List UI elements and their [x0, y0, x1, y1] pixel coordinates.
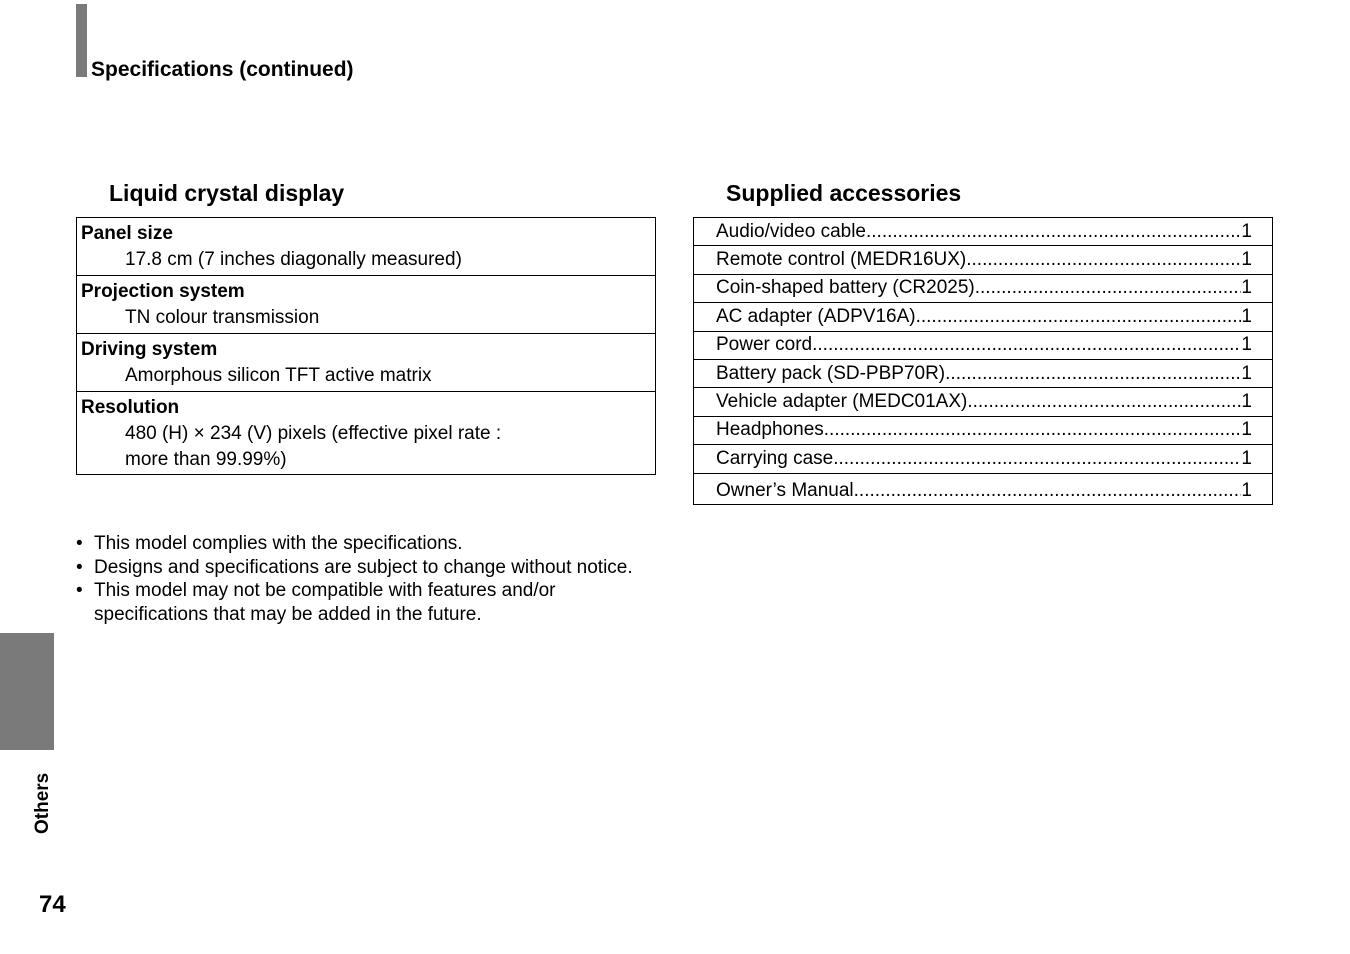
- spec-value: 17.8 cm (7 inches diagonally measured): [125, 249, 462, 270]
- leader-dots: [966, 249, 1241, 271]
- accessory-item: [694, 416, 1272, 444]
- accessory-name: Owner’s Manual: [716, 479, 854, 501]
- section-tab: [0, 633, 54, 750]
- accessory-name: Carrying case: [716, 447, 834, 469]
- spec-value: TN colour transmission: [125, 307, 320, 328]
- accessory-item: [694, 302, 1272, 330]
- spec-label: Resolution: [81, 397, 180, 418]
- accessory-item: [694, 444, 1272, 472]
- spec-value: Amorphous silicon TFT active matrix: [125, 365, 432, 386]
- leader-dots: [975, 277, 1242, 299]
- accessory-item: [694, 331, 1272, 359]
- accessory-quantity: 1: [1241, 220, 1252, 242]
- page-number: 74: [39, 891, 66, 918]
- accessory-quantity: 1: [1241, 277, 1252, 299]
- lcd-row-driving-system: [77, 333, 655, 391]
- accessory-item: [694, 387, 1272, 415]
- leader-dots: [812, 334, 1241, 356]
- header-accent-bar: [76, 4, 87, 77]
- spec-label: Projection system: [81, 281, 245, 302]
- accessory-item: [694, 218, 1272, 245]
- accessory-name: Vehicle adapter (MEDC01AX): [716, 391, 968, 413]
- accessory-name: Remote control (MEDR16UX): [716, 249, 967, 271]
- accessory-quantity: 1: [1241, 479, 1252, 501]
- accessory-quantity: 1: [1241, 447, 1252, 469]
- lcd-section-title: Liquid crystal display: [109, 180, 345, 206]
- accessories-table: [693, 217, 1273, 505]
- accessory-quantity: 1: [1241, 305, 1252, 327]
- lcd-row-panel-size: [77, 218, 655, 275]
- accessory-quantity: 1: [1241, 391, 1252, 413]
- leader-dots: [824, 419, 1242, 441]
- spec-label: Driving system: [81, 339, 218, 360]
- lcd-row-projection-system: [77, 275, 655, 333]
- accessory-name: Coin-shaped battery (CR2025): [716, 277, 975, 299]
- leader-dots: [833, 448, 1241, 470]
- section-tab-label: Others: [32, 772, 53, 834]
- accessory-name: AC adapter (ADPV16A): [716, 305, 916, 327]
- spec-label: Panel size: [81, 223, 173, 244]
- note-item: • This model complies with the specifications.: [76, 532, 656, 556]
- lcd-spec-table: [76, 217, 656, 475]
- accessory-quantity: 1: [1241, 249, 1252, 271]
- leader-dots: [967, 391, 1241, 413]
- accessory-item: [694, 359, 1272, 387]
- accessory-quantity: 1: [1241, 362, 1252, 384]
- notes-list: [76, 532, 656, 626]
- accessory-item: [694, 274, 1272, 302]
- leader-dots: [866, 221, 1241, 243]
- leader-dots: [854, 480, 1242, 502]
- leader-dots: [916, 306, 1242, 328]
- accessory-name: Battery pack (SD-PBP70R): [716, 362, 946, 384]
- page-title: Specifications (continued): [91, 58, 354, 81]
- accessory-name: Power cord: [716, 334, 813, 356]
- accessory-quantity: 1: [1241, 419, 1252, 441]
- note-item: • This model may not be compatible with features and/or specifications that may be added in the future.: [76, 579, 656, 626]
- leader-dots: [945, 363, 1241, 385]
- accessories-section-title: Supplied accessories: [726, 180, 962, 206]
- accessory-quantity: 1: [1241, 334, 1252, 356]
- spec-value: 480 (H) × 234 (V) pixels (effective pixel rate :: [125, 423, 502, 444]
- accessory-name: Audio/video cable: [716, 220, 866, 242]
- lcd-row-resolution: [77, 391, 655, 474]
- note-item: • Designs and specifications are subject to change without notice.: [76, 556, 656, 580]
- spec-value-continued: more than 99.99%): [125, 449, 287, 470]
- accessory-name: Headphones: [716, 419, 824, 441]
- accessory-item: [694, 473, 1272, 504]
- accessory-item: [694, 245, 1272, 273]
